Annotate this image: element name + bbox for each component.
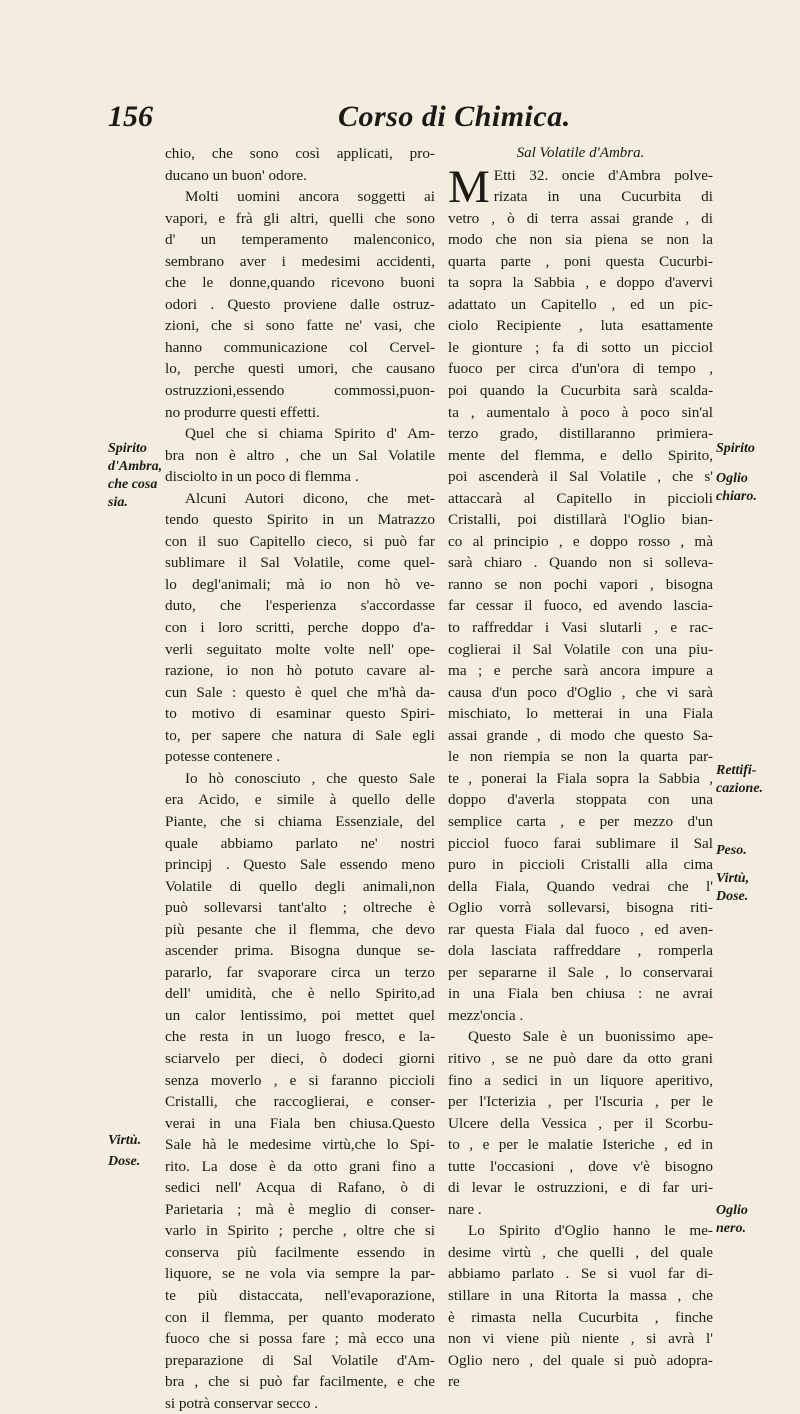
text-line: Lo Spirito d'Oglio hanno le me- xyxy=(468,1222,713,1240)
margin-note-line: Oglio xyxy=(716,1203,748,1218)
right-column-body xyxy=(448,160,713,1393)
text-line: to motivo di esaminar questo Spiri- xyxy=(165,705,435,723)
text-line: ciolo Recipiente , luta esattamente xyxy=(448,317,713,335)
text-line: Oglio vorrà sollevarsi, bisogna riti- xyxy=(448,899,713,917)
text-line: Cristalli, poi distillarà l'Oglio bian- xyxy=(448,511,713,529)
text-line: assai grande , di modo che questo Sa- xyxy=(448,726,713,744)
text-line: Ulcere della Vessica , per il Scorbu- xyxy=(448,1114,713,1132)
text-line: con il flemma, per quanto moderato xyxy=(165,1308,435,1326)
text-line: mischiato, lo metterai in una Fiala xyxy=(448,705,713,723)
text-line: non vi viene più niente , si avrà l' xyxy=(448,1330,713,1348)
text-line: verli seguitato molte volte nell' ope- xyxy=(165,640,435,658)
text-line: un calor lentissimo, poi mettet quel xyxy=(165,1006,435,1024)
text-line: potesse contenere . xyxy=(165,748,281,766)
text-line: fuoco che si possa fare ; mà ecco una xyxy=(165,1330,435,1348)
margin-note-line: Spirito xyxy=(108,441,147,456)
text-line: Piante, che si chiama Essenziale, del xyxy=(165,812,435,830)
text-line: to, per sapere che natura di Sale egli xyxy=(165,726,435,744)
text-line: più pesante che il flemma, che devo xyxy=(165,920,435,938)
page-header xyxy=(108,100,708,140)
margin-note-line: Oglio xyxy=(716,471,748,486)
text-line: Io hò conosciuto , che questo Sale xyxy=(185,769,435,787)
text-line: chio, che sono così applicati, pro- xyxy=(165,145,435,162)
text-line: varlo in Spirito ; perche , oltre che si xyxy=(165,1222,435,1240)
text-line: con il suo Capitello cieco, si può far xyxy=(165,532,435,550)
margin-note-line: Spirito xyxy=(716,441,755,456)
text-line: Cristalli, che raccoglierai, e conser- xyxy=(165,1093,435,1111)
text-line: odori . Questo proviene dalle ostruz- xyxy=(165,295,435,313)
margin-note-line: Dose. xyxy=(108,1154,141,1169)
text-line: Sale hà le medesime virtù,che lo Spi- xyxy=(165,1136,435,1154)
text-line: rito. La dose è da otto grani fino a xyxy=(165,1157,435,1175)
text-line: rizata in una Cucurbita di xyxy=(493,188,713,206)
text-line: semplice carta , e per mezzo d'un xyxy=(448,812,713,830)
margin-note-line: cazione. xyxy=(716,781,764,796)
text-line: le non riempia se non la quarta par- xyxy=(448,748,713,766)
text-line: te , ponerai la Fiala sopra la Sabbia , xyxy=(448,769,713,787)
text-line: ma ; e perche sarà ancora impure a xyxy=(448,662,713,680)
margin-note-line: Virtù. xyxy=(108,1133,142,1148)
text-line: della Fiala, Quando vedrai che l' xyxy=(448,877,713,895)
margin-note-line: Peso. xyxy=(716,843,747,858)
text-line: ritivo , se ne può dare da otto grani xyxy=(448,1049,713,1067)
text-line: cun Sale : questo è quel che m'hà da- xyxy=(165,683,435,701)
text-line: sciarvelo per dieci, ò dodeci giorni xyxy=(165,1049,435,1067)
text-line: verai in una Fiala ben chiusa.Questo xyxy=(165,1114,435,1132)
text-line: Questo Sale è un buonissimo ape- xyxy=(468,1028,713,1046)
section-heading: Sal Volatile d'Ambra. xyxy=(516,145,645,161)
text-line: quale abbiamo parlato ne' nostri xyxy=(165,834,435,852)
text-line: re xyxy=(448,1373,460,1391)
text-line: Etti 32. oncie d'Ambra polve- xyxy=(493,166,713,184)
right-column xyxy=(448,143,713,1393)
text-line: zioni, che si sono fatte ne' vasi, che xyxy=(165,317,435,335)
text-line: terzo grado, distillaranno primiera- xyxy=(448,425,713,443)
text-line: ta sopra la Sabbia , e doppo d'avervi xyxy=(448,274,713,292)
text-line: fino a sedici in un liquore aperitivo, xyxy=(448,1071,713,1089)
margin-note-virtu xyxy=(108,1132,166,1150)
running-head: Corso di Chimica. xyxy=(338,100,571,133)
text-line: vetro , ò di terra assai grande , di xyxy=(448,209,713,227)
text-line: discioltο in un poco di flemma . xyxy=(165,468,359,486)
text-line: le gionture ; fa di sotto un picciol xyxy=(448,338,713,356)
text-line: dell' umidità, che è nello Spirito,ad xyxy=(165,985,435,1003)
text-line: ducano un buon' odore. xyxy=(165,166,307,184)
text-line: nare . xyxy=(448,1200,482,1218)
text-line: di levar le ostruzzioni, e di far uri- xyxy=(448,1179,713,1197)
text-line: adattato un Capitello , ed un pic- xyxy=(448,295,713,313)
margin-note-line: Dose. xyxy=(716,889,749,904)
text-line: ranno se non pochi vapori , bisogna xyxy=(448,575,713,593)
text-line: ostruzzioni,essendo commossi,puon- xyxy=(165,382,435,400)
text-line: con i loro scritti, perche doppo d'a- xyxy=(165,619,435,637)
text-line: fuoco per circa d'un'ora di tempo , xyxy=(448,360,713,378)
text-line: ascender prima. Bisogna dunque se- xyxy=(165,942,435,960)
text-line: razione, io non hò potuto cavare al- xyxy=(165,662,435,680)
text-line: causa d'un poco d'Oglio , che vi sarà xyxy=(448,683,713,701)
text-line: pararlo, far svaporare circa un terzo xyxy=(165,963,435,981)
text-line: co al principio , e doppo rosso , mà xyxy=(448,532,713,550)
text-line: poi ascenderà il Sal Volatile , che s' xyxy=(448,468,713,486)
text-line: mezz'oncia . xyxy=(448,1006,524,1024)
text-line: liquore, se ne vola via sempre la par- xyxy=(165,1265,435,1283)
text-line: Molti uomini ancora soggetti ai xyxy=(185,188,435,206)
text-line: to raffreddar i Vasi slutarli , e rac- xyxy=(448,619,713,637)
text-line: tutte l'occasioni , dove v'è bisogno xyxy=(448,1157,713,1175)
text-line: lo, perche questi umori, che causano xyxy=(165,360,435,378)
text-line: vapori, e frà gli altri, quelli che sono xyxy=(165,209,435,227)
text-line: to , e per le malatie Isteriche , ed in xyxy=(448,1136,713,1154)
text-line: d' un temperamento malenconico, xyxy=(165,231,435,249)
margin-note-line: chiaro. xyxy=(716,489,757,504)
text-line: duto, che l'esperienza s'accordasse xyxy=(165,597,435,615)
text-line: si potrà conservar secco . xyxy=(165,1394,319,1412)
text-line: sublimare il Sal Volatile, come quel- xyxy=(165,554,435,572)
margin-note-oglio-nero xyxy=(716,1202,786,1238)
text-line: preparazione di Sal Volatile d'Am- xyxy=(165,1351,435,1369)
margin-note-oglio-chiaro xyxy=(716,470,786,506)
text-line: coglierai il Sal Volatile con una piu- xyxy=(448,640,713,658)
text-line: lo degl'animali; mà io non hò ve- xyxy=(165,575,435,593)
text-line: mente del flemma, e dello Spirito, xyxy=(448,446,713,464)
margin-note-line: Virtù, xyxy=(716,871,750,886)
text-line: sembrano aver i medesimi accidenti, xyxy=(165,252,435,270)
text-line: bra , che si può far facilmente, e che xyxy=(165,1373,435,1391)
text-line: principj . Questo Sale essendo meno xyxy=(165,856,435,874)
text-line: puro in piccioli Cristalli alla cima xyxy=(448,856,713,874)
text-line: sarà chiaro . Quando non si solleva- xyxy=(448,554,713,572)
text-line: no produrre questi effetti. xyxy=(165,403,320,421)
margin-note-line: nero. xyxy=(716,1221,746,1236)
text-line: desime virtù , che quelli , del quale xyxy=(448,1243,713,1261)
text-line: senza moverlo , e si faranno piccioli xyxy=(165,1071,435,1089)
text-line: stillare in una Ritorta la massa , che xyxy=(448,1286,713,1304)
text-line: tendo questo Spirito in un Matrazzo xyxy=(165,511,435,529)
text-line: rar questa Fiala dal fuoco , ed aven- xyxy=(448,920,713,938)
text-line: picciol fuoco farai sublimare il Sal xyxy=(448,834,713,852)
text-line: Quel che si chiama Spirito d' Am- xyxy=(185,425,435,443)
text-line: che resta in un luogo fresco, e la- xyxy=(165,1028,435,1046)
text-line: quarta parte , poni questa Cucurbi- xyxy=(448,252,713,270)
text-line: hanno communicazione col Cervel- xyxy=(165,338,435,356)
margin-note-line: d'Ambra, xyxy=(108,459,163,474)
text-line: conserva più facilmente essendo in xyxy=(165,1243,435,1261)
text-line: Parietaria ; mà è meglio di conser- xyxy=(165,1200,435,1218)
margin-note-dose xyxy=(108,1153,166,1171)
page-number: 156 xyxy=(108,100,153,133)
text-line: modo che non sia piena se non la xyxy=(448,231,713,249)
text-line: Oglio nero , del quale si può adopra- xyxy=(448,1351,713,1369)
text-line: dola lasciata raffreddare , romperla xyxy=(448,942,713,960)
text-line: bra non è altro , che un Sal Volatile xyxy=(165,446,435,464)
text-line: Volatile di quello degli animali,non xyxy=(165,877,435,895)
margin-note-line: che cosa xyxy=(108,477,158,492)
margin-note-line: Rettifi- xyxy=(716,763,757,778)
drop-cap: M xyxy=(448,160,490,213)
margin-note-rettificazione xyxy=(716,762,786,798)
text-line: Alcuni Autori dicono, che met- xyxy=(185,489,435,507)
text-line: è rimasta nella Cucurbita , finche xyxy=(448,1308,713,1326)
margin-note-spirito-ambra xyxy=(108,440,166,512)
text-line: per l'Icterizia , per l'Iscuria , per le xyxy=(448,1093,713,1111)
text-line: per separarne il Sale , lo conservarai xyxy=(448,963,713,981)
margin-note-virtu-dose xyxy=(716,870,786,906)
text-line: te più distaccata, nell'evaporazione, xyxy=(165,1286,435,1304)
margin-note-spirito xyxy=(716,440,786,458)
text-line: sedici nell' Acqua di Rafano, ò di xyxy=(165,1179,435,1197)
text-line: era Acido, e simile à quello delle xyxy=(165,791,435,809)
text-line: ta , aumentalo à poco à poco sin'al xyxy=(448,403,713,421)
text-line: può sollevarsi tant'alto ; oltreche è xyxy=(165,899,435,917)
text-line: che le donne,quando ricevono buoni xyxy=(165,274,435,292)
text-line: in una Fiala ben chiusa : ne avrai xyxy=(448,985,713,1003)
margin-note-line: sia. xyxy=(108,495,128,510)
text-line: abbiamo parlato . Se si vuol far di- xyxy=(448,1265,713,1283)
text-line: attaccarà al Capitello in piccioli xyxy=(448,489,713,507)
text-line: doppo d'averla stoppata con una xyxy=(448,791,713,809)
text-line: poi quando la Cucurbita sarà scalda- xyxy=(448,382,713,400)
margin-note-peso xyxy=(716,842,786,860)
text-line: far cessar il fuoco, ed avendo lascia- xyxy=(448,597,713,615)
left-column xyxy=(165,143,435,1414)
